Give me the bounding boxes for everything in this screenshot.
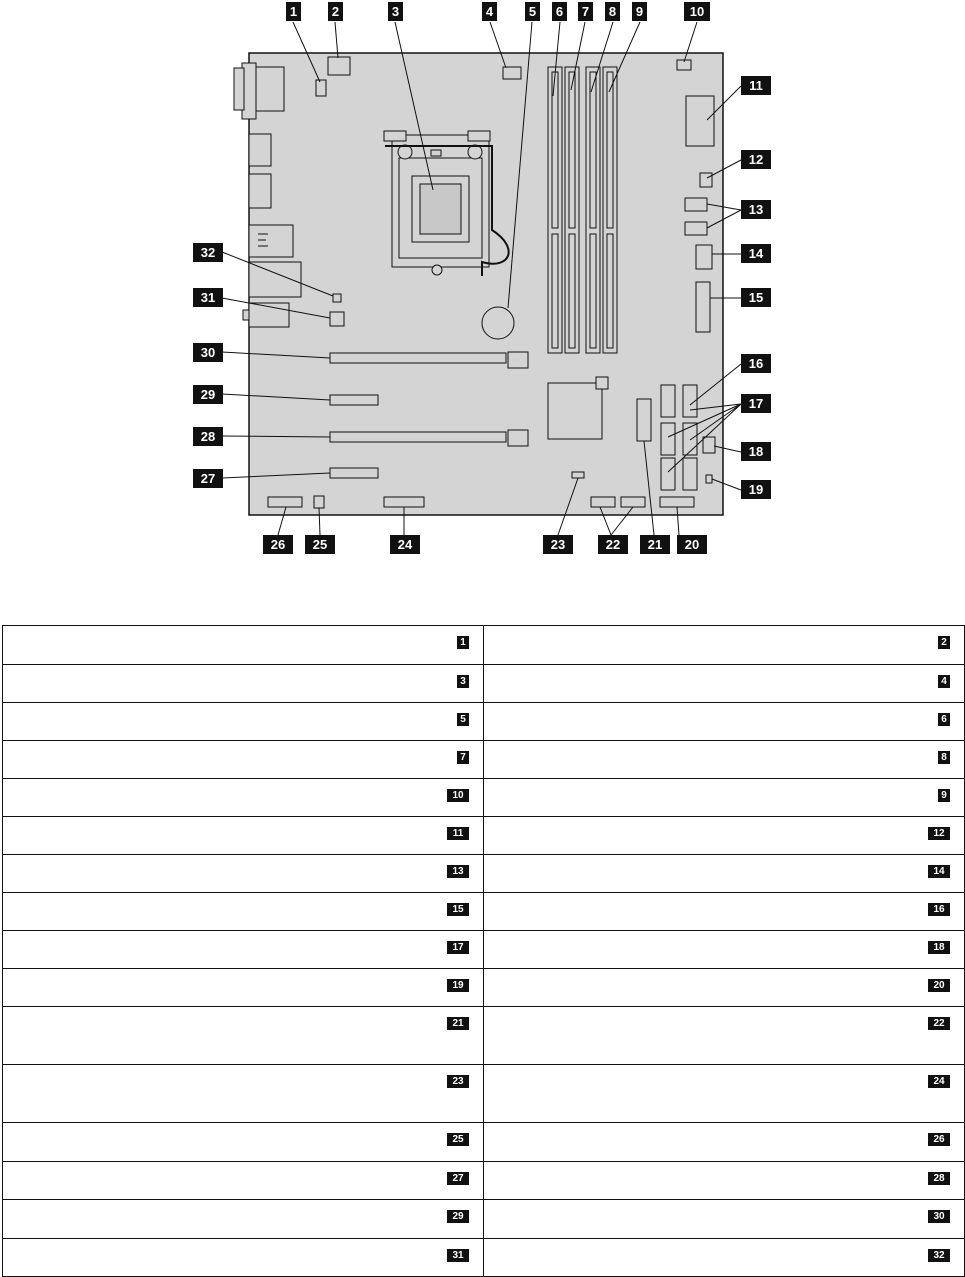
legend-callout-badge: 3 xyxy=(457,675,469,688)
legend-cell xyxy=(3,1239,484,1277)
legend-cell xyxy=(484,1007,965,1065)
callout-13 xyxy=(741,200,771,219)
svg-text:26: 26 xyxy=(270,537,286,552)
svg-text:31: 31 xyxy=(200,290,216,305)
svg-text:30: 30 xyxy=(200,345,216,360)
callout-29 xyxy=(193,385,223,404)
legend-row xyxy=(3,703,965,741)
legend-callout-badge: 13 xyxy=(447,865,469,878)
legend-callout-badge: 29 xyxy=(447,1210,469,1223)
chipset xyxy=(548,377,608,439)
svg-text:16: 16 xyxy=(748,356,764,371)
legend-row xyxy=(3,1007,965,1065)
svg-text:9: 9 xyxy=(635,4,644,19)
svg-text:7: 7 xyxy=(581,4,590,19)
legend-callout-badge: 31 xyxy=(447,1249,469,1262)
svg-text:13: 13 xyxy=(748,202,764,217)
svg-text:20: 20 xyxy=(684,537,700,552)
legend-callout-badge: 8 xyxy=(938,751,950,764)
legend-callout-badge: 14 xyxy=(928,865,950,878)
callout-22 xyxy=(598,535,628,554)
svg-text:12: 12 xyxy=(748,152,764,167)
svg-text:3: 3 xyxy=(391,4,400,19)
legend-callout-badge: 15 xyxy=(447,903,469,916)
legend-row xyxy=(3,779,965,817)
callout-20 xyxy=(677,535,707,554)
legend-cell xyxy=(484,741,965,779)
svg-text:22: 22 xyxy=(605,537,621,552)
svg-text:11: 11 xyxy=(749,78,763,93)
svg-text:14: 14 xyxy=(748,246,764,261)
legend-cell xyxy=(3,779,484,817)
legend-cell xyxy=(3,626,484,665)
legend-row xyxy=(3,1123,965,1162)
legend-callout-badge: 30 xyxy=(928,1210,950,1223)
svg-text:6: 6 xyxy=(555,4,564,19)
callout-18 xyxy=(741,442,771,461)
battery xyxy=(482,307,514,339)
legend-cell xyxy=(3,1162,484,1200)
legend-callout-badge: 32 xyxy=(928,1249,950,1262)
legend-cell xyxy=(484,855,965,893)
callout-25 xyxy=(305,535,335,554)
legend-row xyxy=(3,1200,965,1239)
legend-callout-badge: 16 xyxy=(928,903,950,916)
legend-callout-badge: 5 xyxy=(457,713,469,726)
legend-callout-badge: 26 xyxy=(928,1133,950,1146)
legend-cell xyxy=(3,665,484,703)
legend-table xyxy=(2,625,965,1277)
callout-24 xyxy=(390,535,420,554)
legend-callout-badge: 10 xyxy=(447,789,469,802)
legend-callout-badge: 20 xyxy=(928,979,950,992)
legend-cell xyxy=(3,703,484,741)
legend-cell xyxy=(3,1200,484,1239)
callout-28 xyxy=(193,427,223,446)
callout-31 xyxy=(193,288,223,307)
legend-callout-badge: 18 xyxy=(928,941,950,954)
cpu-socket xyxy=(384,131,490,275)
legend-cell xyxy=(3,741,484,779)
svg-text:1: 1 xyxy=(289,4,298,19)
svg-text:2: 2 xyxy=(331,4,340,19)
svg-text:15: 15 xyxy=(748,290,764,305)
callout-30 xyxy=(193,343,223,362)
callout-3 xyxy=(388,2,403,21)
callout-16 xyxy=(741,354,771,373)
legend-cell xyxy=(3,1065,484,1123)
callout-17 xyxy=(741,394,771,413)
callout-8 xyxy=(605,2,620,21)
legend-callout-badge: 28 xyxy=(928,1172,950,1185)
legend-callout-badge: 17 xyxy=(447,941,469,954)
legend-cell xyxy=(3,1007,484,1065)
legend-row xyxy=(3,931,965,969)
legend-cell xyxy=(484,703,965,741)
legend-cell xyxy=(484,1200,965,1239)
svg-text:28: 28 xyxy=(200,429,216,444)
svg-text:5: 5 xyxy=(528,4,537,19)
legend-cell xyxy=(484,779,965,817)
legend-row xyxy=(3,741,965,779)
svg-text:10: 10 xyxy=(689,4,705,19)
callout-5 xyxy=(525,2,540,21)
callout-4 xyxy=(482,2,497,21)
callout-15 xyxy=(741,288,771,307)
legend-cell xyxy=(3,969,484,1007)
legend-cell xyxy=(484,969,965,1007)
legend-callout-badge: 6 xyxy=(938,713,950,726)
legend-cell xyxy=(484,626,965,665)
svg-text:25: 25 xyxy=(312,537,328,552)
legend-cell xyxy=(484,817,965,855)
legend-callout-badge: 12 xyxy=(928,827,950,840)
svg-text:4: 4 xyxy=(485,4,494,19)
callout-32 xyxy=(193,243,223,262)
legend-callout-badge: 25 xyxy=(447,1133,469,1146)
legend-callout-badge: 21 xyxy=(447,1017,469,1030)
legend-cell xyxy=(484,1123,965,1162)
callout-11 xyxy=(741,76,771,95)
legend-callout-badge: 9 xyxy=(938,789,950,802)
svg-text:32: 32 xyxy=(200,245,216,260)
legend-cell xyxy=(3,931,484,969)
legend-callout-badge: 23 xyxy=(447,1075,469,1088)
svg-text:8: 8 xyxy=(608,4,617,19)
legend-row xyxy=(3,893,965,931)
svg-text:24: 24 xyxy=(397,537,413,552)
legend-callout-badge: 19 xyxy=(447,979,469,992)
svg-text:21: 21 xyxy=(647,537,663,552)
legend-cell xyxy=(484,665,965,703)
callout-23 xyxy=(543,535,573,554)
callout-14 xyxy=(741,244,771,263)
legend-cell xyxy=(484,1162,965,1200)
legend-cell xyxy=(484,1065,965,1123)
legend-cell xyxy=(484,1239,965,1277)
legend-cell xyxy=(3,855,484,893)
svg-text:29: 29 xyxy=(200,387,216,402)
legend-cell xyxy=(3,893,484,931)
svg-text:27: 27 xyxy=(200,471,216,486)
callout-1 xyxy=(286,2,301,21)
legend-callout-badge: 24 xyxy=(928,1075,950,1088)
svg-text:23: 23 xyxy=(550,537,566,552)
legend-callout-badge: 22 xyxy=(928,1017,950,1030)
callout-26 xyxy=(263,535,293,554)
callout-2 xyxy=(328,2,343,21)
legend-callout-badge: 27 xyxy=(447,1172,469,1185)
callout-27 xyxy=(193,469,223,488)
legend-callout-badge: 2 xyxy=(938,636,950,649)
legend-callout-badge: 7 xyxy=(457,751,469,764)
legend-row xyxy=(3,1239,965,1277)
callout-6 xyxy=(552,2,567,21)
callout-9 xyxy=(632,2,647,21)
legend-callout-badge: 11 xyxy=(447,827,469,840)
legend-row xyxy=(3,665,965,703)
legend-callout-badge: 1 xyxy=(457,636,469,649)
callout-12 xyxy=(741,150,771,169)
callout-10 xyxy=(684,2,710,21)
callout-21 xyxy=(640,535,670,554)
legend-row xyxy=(3,1162,965,1200)
legend-row xyxy=(3,626,965,665)
legend-cell xyxy=(484,893,965,931)
svg-text:18: 18 xyxy=(748,444,764,459)
motherboard-diagram xyxy=(0,0,965,560)
callout-19 xyxy=(741,480,771,499)
motherboard-board xyxy=(249,53,723,515)
legend-row xyxy=(3,855,965,893)
svg-text:17: 17 xyxy=(748,396,764,411)
legend-row xyxy=(3,969,965,1007)
legend-cell xyxy=(484,931,965,969)
svg-text:19: 19 xyxy=(748,482,764,497)
legend-row xyxy=(3,817,965,855)
legend-cell xyxy=(3,1123,484,1162)
legend-row xyxy=(3,1065,965,1123)
legend-cell xyxy=(3,817,484,855)
legend-callout-badge: 4 xyxy=(938,675,950,688)
callout-7 xyxy=(578,2,593,21)
